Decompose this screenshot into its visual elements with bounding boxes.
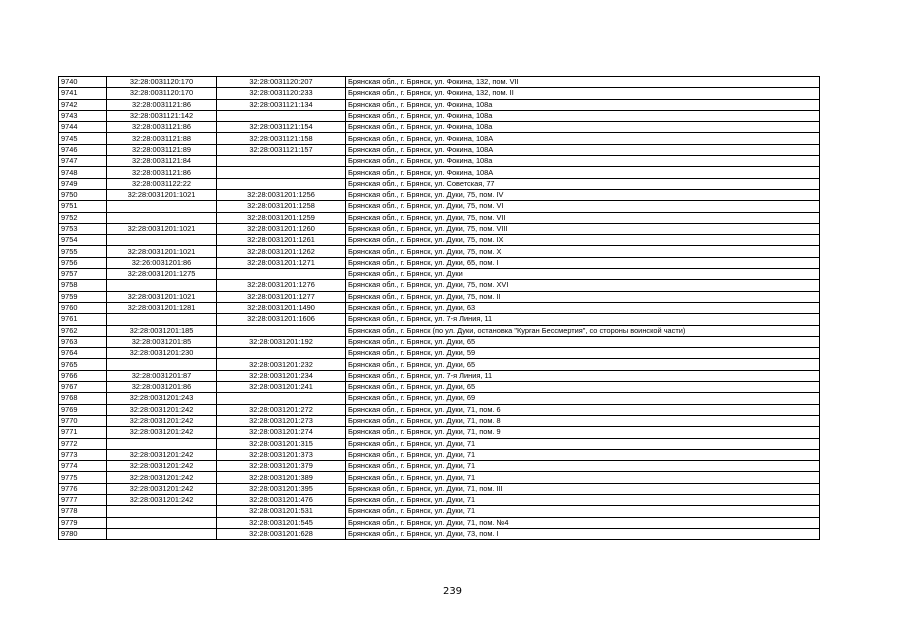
address-cell: Брянская обл., г. Брянск, ул. Дуки — [346, 269, 820, 280]
address-cell: Брянская обл., г. Брянск, ул. Фокина, 108А — [346, 144, 820, 155]
object-cadastral-number-cell: 32:28:0031201:395 — [217, 483, 346, 494]
table-row — [59, 133, 820, 144]
row-number-cell: 9761 — [59, 314, 107, 325]
row-number-cell: 9758 — [59, 280, 107, 291]
row-number-cell: 9750 — [59, 189, 107, 200]
cadastral-number-cell: 32:28:0031121:86 — [107, 167, 217, 178]
address-cell: Брянская обл., г. Брянск, ул. Дуки, 75, пом. VIII — [346, 223, 820, 234]
object-cadastral-number-cell: 32:28:0031201:1271 — [217, 257, 346, 268]
address-cell: Брянская обл., г. Брянск, ул. Фокина, 108а — [346, 122, 820, 133]
cadastral-number-cell: 32:28:0031201:1021 — [107, 223, 217, 234]
address-cell: Брянская обл., г. Брянск, ул. 7-я Линия, 11 — [346, 314, 820, 325]
address-cell: Брянская обл., г. Брянск, ул. Дуки, 65, пом. I — [346, 257, 820, 268]
cadastral-number-cell: 32:28:0031201:185 — [107, 325, 217, 336]
registry-table — [58, 76, 820, 540]
address-cell: Брянская обл., г. Брянск, ул. Дуки, 71 — [346, 494, 820, 505]
object-cadastral-number-cell: 32:28:0031121:154 — [217, 122, 346, 133]
cadastral-number-cell — [107, 359, 217, 370]
object-cadastral-number-cell: 32:28:0031201:241 — [217, 382, 346, 393]
cadastral-number-cell — [107, 201, 217, 212]
row-number-cell: 9768 — [59, 393, 107, 404]
row-number-cell: 9757 — [59, 269, 107, 280]
address-cell: Брянская обл., г. Брянск, ул. Дуки, 75, пом. VII — [346, 212, 820, 223]
row-number-cell: 9741 — [59, 88, 107, 99]
table-row — [59, 359, 820, 370]
object-cadastral-number-cell — [217, 178, 346, 189]
row-number-cell: 9773 — [59, 449, 107, 460]
row-number-cell: 9777 — [59, 494, 107, 505]
cadastral-number-cell: 32:28:0031201:242 — [107, 415, 217, 426]
address-cell: Брянская обл., г. Брянск, ул. Дуки, 71 — [346, 438, 820, 449]
table-row — [59, 325, 820, 336]
address-cell: Брянская обл., г. Брянск, ул. Дуки, 69 — [346, 393, 820, 404]
object-cadastral-number-cell: 32:28:0031201:389 — [217, 472, 346, 483]
address-cell: Брянская обл., г. Брянск, ул. Советская, 77 — [346, 178, 820, 189]
row-number-cell: 9769 — [59, 404, 107, 415]
table-row — [59, 348, 820, 359]
object-cadastral-number-cell: 32:28:0031201:1262 — [217, 246, 346, 257]
object-cadastral-number-cell: 32:28:0031121:134 — [217, 99, 346, 110]
cadastral-number-cell: 32:28:0031122:22 — [107, 178, 217, 189]
table-row — [59, 506, 820, 517]
row-number-cell: 9747 — [59, 156, 107, 167]
table-row — [59, 314, 820, 325]
address-cell: Брянская обл., г. Брянск, ул. Фокина, 132, пом. II — [346, 88, 820, 99]
cadastral-number-cell: 32:28:0031121:142 — [107, 110, 217, 121]
cadastral-number-cell: 32:28:0031121:86 — [107, 122, 217, 133]
cadastral-number-cell — [107, 438, 217, 449]
object-cadastral-number-cell: 32:28:0031201:1276 — [217, 280, 346, 291]
object-cadastral-number-cell: 32:28:0031201:273 — [217, 415, 346, 426]
object-cadastral-number-cell: 32:28:0031201:379 — [217, 461, 346, 472]
row-number-cell: 9755 — [59, 246, 107, 257]
table-row — [59, 257, 820, 268]
object-cadastral-number-cell: 32:28:0031120:233 — [217, 88, 346, 99]
cadastral-number-cell: 32:28:0031201:1021 — [107, 291, 217, 302]
cadastral-number-cell: 32:28:0031201:243 — [107, 393, 217, 404]
row-number-cell: 9740 — [59, 77, 107, 88]
table-row — [59, 393, 820, 404]
cadastral-number-cell: 32:28:0031201:242 — [107, 461, 217, 472]
cadastral-number-cell: 32:28:0031201:230 — [107, 348, 217, 359]
address-cell: Брянская обл., г. Брянск, ул. Дуки, 71, пом. №4 — [346, 517, 820, 528]
cadastral-number-cell — [107, 280, 217, 291]
row-number-cell: 9748 — [59, 167, 107, 178]
table-row — [59, 122, 820, 133]
object-cadastral-number-cell: 32:28:0031201:1258 — [217, 201, 346, 212]
cadastral-number-cell: 32:28:0031201:242 — [107, 472, 217, 483]
table-row — [59, 156, 820, 167]
address-cell: Брянская обл., г. Брянск, ул. Дуки, 71, пом. 9 — [346, 427, 820, 438]
address-cell: Брянская обл., г. Брянск, ул. Дуки, 71 — [346, 461, 820, 472]
address-cell: Брянская обл., г. Брянск (по ул. Дуки, остановка "Курган Бессмертия", со стороны воинской части) — [346, 325, 820, 336]
table-row — [59, 461, 820, 472]
cadastral-number-cell: 32:28:0031201:242 — [107, 494, 217, 505]
table-row — [59, 88, 820, 99]
address-cell: Брянская обл., г. Брянск, ул. Дуки, 75, пом. IX — [346, 235, 820, 246]
object-cadastral-number-cell — [217, 325, 346, 336]
object-cadastral-number-cell: 32:28:0031201:628 — [217, 528, 346, 539]
cadastral-number-cell — [107, 235, 217, 246]
object-cadastral-number-cell: 32:28:0031201:1256 — [217, 189, 346, 200]
address-cell: Брянская обл., г. Брянск, ул. Дуки, 75, пом. II — [346, 291, 820, 302]
row-number-cell: 9749 — [59, 178, 107, 189]
object-cadastral-number-cell: 32:28:0031201:1261 — [217, 235, 346, 246]
object-cadastral-number-cell: 32:28:0031201:373 — [217, 449, 346, 460]
address-cell: Брянская обл., г. Брянск, ул. Дуки, 75, пом. X — [346, 246, 820, 257]
object-cadastral-number-cell — [217, 393, 346, 404]
row-number-cell: 9762 — [59, 325, 107, 336]
cadastral-number-cell — [107, 528, 217, 539]
table-row — [59, 415, 820, 426]
cadastral-number-cell: 32:28:0031121:89 — [107, 144, 217, 155]
cadastral-number-cell: 32:28:0031201:242 — [107, 449, 217, 460]
object-cadastral-number-cell — [217, 269, 346, 280]
cadastral-number-cell: 32:28:0031201:1281 — [107, 302, 217, 313]
object-cadastral-number-cell: 32:28:0031201:272 — [217, 404, 346, 415]
row-number-cell: 9770 — [59, 415, 107, 426]
table-row — [59, 189, 820, 200]
object-cadastral-number-cell — [217, 348, 346, 359]
cadastral-number-cell: 32:28:0031201:1275 — [107, 269, 217, 280]
table-row — [59, 528, 820, 539]
table-row — [59, 269, 820, 280]
cadastral-number-cell: 32:28:0031121:88 — [107, 133, 217, 144]
object-cadastral-number-cell: 32:28:0031201:1260 — [217, 223, 346, 234]
table-row — [59, 427, 820, 438]
cadastral-number-cell: 32:26:0031201:86 — [107, 257, 217, 268]
object-cadastral-number-cell: 32:28:0031201:545 — [217, 517, 346, 528]
address-cell: Брянская обл., г. Брянск, ул. Дуки, 71, пом. III — [346, 483, 820, 494]
table-row — [59, 517, 820, 528]
row-number-cell: 9754 — [59, 235, 107, 246]
address-cell: Брянская обл., г. Брянск, ул. Дуки, 65 — [346, 382, 820, 393]
row-number-cell: 9743 — [59, 110, 107, 121]
cadastral-number-cell — [107, 517, 217, 528]
cadastral-number-cell: 32:28:0031120:170 — [107, 88, 217, 99]
table-row — [59, 291, 820, 302]
address-cell: Брянская обл., г. Брянск, ул. Дуки, 75, пом. IV — [346, 189, 820, 200]
object-cadastral-number-cell: 32:28:0031121:157 — [217, 144, 346, 155]
row-number-cell: 9779 — [59, 517, 107, 528]
address-cell: Брянская обл., г. Брянск, ул. Дуки, 75, пом. VI — [346, 201, 820, 212]
address-cell: Брянская обл., г. Брянск, ул. Дуки, 71 — [346, 472, 820, 483]
table-row — [59, 167, 820, 178]
table-row — [59, 494, 820, 505]
address-cell: Брянская обл., г. Брянск, ул. Дуки, 65 — [346, 359, 820, 370]
cadastral-number-cell: 32:28:0031201:87 — [107, 370, 217, 381]
address-cell: Брянская обл., г. Брянск, ул. Дуки, 71, пом. 6 — [346, 404, 820, 415]
object-cadastral-number-cell: 32:28:0031201:1606 — [217, 314, 346, 325]
table-row — [59, 370, 820, 381]
row-number-cell: 9766 — [59, 370, 107, 381]
table-row — [59, 302, 820, 313]
address-cell: Брянская обл., г. Брянск, ул. Дуки, 59 — [346, 348, 820, 359]
cadastral-number-cell: 32:28:0031201:1021 — [107, 246, 217, 257]
row-number-cell: 9775 — [59, 472, 107, 483]
table-row — [59, 223, 820, 234]
cadastral-number-cell: 32:28:0031201:85 — [107, 336, 217, 347]
address-cell: Брянская обл., г. Брянск, ул. Фокина, 108А — [346, 133, 820, 144]
row-number-cell: 9771 — [59, 427, 107, 438]
table-row — [59, 110, 820, 121]
cadastral-number-cell — [107, 212, 217, 223]
object-cadastral-number-cell: 32:28:0031120:207 — [217, 77, 346, 88]
object-cadastral-number-cell: 32:28:0031201:476 — [217, 494, 346, 505]
row-number-cell: 9780 — [59, 528, 107, 539]
row-number-cell: 9744 — [59, 122, 107, 133]
table-row — [59, 246, 820, 257]
object-cadastral-number-cell: 32:28:0031201:274 — [217, 427, 346, 438]
address-cell: Брянская обл., г. Брянск, ул. Фокина, 108а — [346, 156, 820, 167]
table-row — [59, 404, 820, 415]
address-cell: Брянская обл., г. Брянск, ул. Дуки, 71, пом. 8 — [346, 415, 820, 426]
address-cell: Брянская обл., г. Брянск, ул. Дуки, 63 — [346, 302, 820, 313]
table-row — [59, 280, 820, 291]
object-cadastral-number-cell: 32:28:0031201:234 — [217, 370, 346, 381]
table-row — [59, 212, 820, 223]
table-row — [59, 336, 820, 347]
address-cell: Брянская обл., г. Брянск, ул. Дуки, 71 — [346, 506, 820, 517]
object-cadastral-number-cell: 32:28:0031121:158 — [217, 133, 346, 144]
object-cadastral-number-cell: 32:28:0031201:1490 — [217, 302, 346, 313]
object-cadastral-number-cell — [217, 156, 346, 167]
row-number-cell: 9772 — [59, 438, 107, 449]
object-cadastral-number-cell: 32:28:0031201:1277 — [217, 291, 346, 302]
cadastral-number-cell: 32:28:0031120:170 — [107, 77, 217, 88]
row-number-cell: 9765 — [59, 359, 107, 370]
cadastral-number-cell: 32:28:0031201:86 — [107, 382, 217, 393]
object-cadastral-number-cell — [217, 167, 346, 178]
row-number-cell: 9760 — [59, 302, 107, 313]
row-number-cell: 9742 — [59, 99, 107, 110]
address-cell: Брянская обл., г. Брянск, ул. Фокина, 108а — [346, 110, 820, 121]
address-cell: Брянская обл., г. Брянск, ул. Дуки, 71 — [346, 449, 820, 460]
object-cadastral-number-cell: 32:28:0031201:531 — [217, 506, 346, 517]
table-row — [59, 449, 820, 460]
table-row — [59, 178, 820, 189]
row-number-cell: 9756 — [59, 257, 107, 268]
cadastral-number-cell — [107, 314, 217, 325]
table-row — [59, 382, 820, 393]
table-row — [59, 483, 820, 494]
table-row — [59, 201, 820, 212]
cadastral-number-cell: 32:28:0031121:84 — [107, 156, 217, 167]
cadastral-number-cell: 32:28:0031201:242 — [107, 483, 217, 494]
cadastral-number-cell: 32:28:0031201:242 — [107, 427, 217, 438]
object-cadastral-number-cell — [217, 110, 346, 121]
address-cell: Брянская обл., г. Брянск, ул. Дуки, 65 — [346, 336, 820, 347]
cadastral-number-cell: 32:28:0031121:86 — [107, 99, 217, 110]
table-row — [59, 472, 820, 483]
cadastral-number-cell — [107, 506, 217, 517]
table-row — [59, 235, 820, 246]
cadastral-number-cell: 32:28:0031201:242 — [107, 404, 217, 415]
row-number-cell: 9759 — [59, 291, 107, 302]
object-cadastral-number-cell: 32:28:0031201:192 — [217, 336, 346, 347]
table-row — [59, 99, 820, 110]
address-cell: Брянская обл., г. Брянск, ул. Фокина, 108а — [346, 99, 820, 110]
row-number-cell: 9767 — [59, 382, 107, 393]
object-cadastral-number-cell: 32:28:0031201:1259 — [217, 212, 346, 223]
cadastral-number-cell: 32:28:0031201:1021 — [107, 189, 217, 200]
table-row — [59, 438, 820, 449]
row-number-cell: 9778 — [59, 506, 107, 517]
row-number-cell: 9763 — [59, 336, 107, 347]
page-number: 239 — [442, 586, 463, 597]
row-number-cell: 9776 — [59, 483, 107, 494]
row-number-cell: 9753 — [59, 223, 107, 234]
row-number-cell: 9746 — [59, 144, 107, 155]
address-cell: Брянская обл., г. Брянск, ул. Фокина, 132, пом. VII — [346, 77, 820, 88]
row-number-cell: 9774 — [59, 461, 107, 472]
row-number-cell: 9752 — [59, 212, 107, 223]
address-cell: Брянская обл., г. Брянск, ул. Дуки, 73, пом. I — [346, 528, 820, 539]
address-cell: Брянская обл., г. Брянск, ул. Фокина, 108А — [346, 167, 820, 178]
registry-table-body — [59, 77, 820, 540]
row-number-cell: 9745 — [59, 133, 107, 144]
object-cadastral-number-cell: 32:28:0031201:315 — [217, 438, 346, 449]
address-cell: Брянская обл., г. Брянск, ул. 7-я Линия, 11 — [346, 370, 820, 381]
table-row — [59, 144, 820, 155]
row-number-cell: 9764 — [59, 348, 107, 359]
object-cadastral-number-cell: 32:28:0031201:232 — [217, 359, 346, 370]
row-number-cell: 9751 — [59, 201, 107, 212]
table-row — [59, 77, 820, 88]
address-cell: Брянская обл., г. Брянск, ул. Дуки, 75, пом. XVI — [346, 280, 820, 291]
